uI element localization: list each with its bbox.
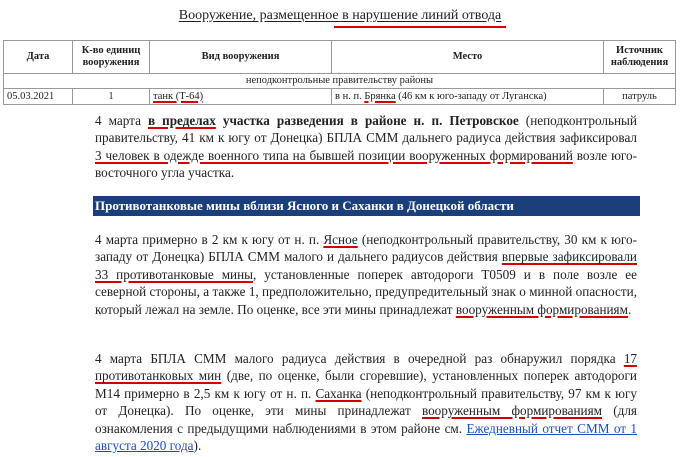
p3-highlight-1: 17 противотанковых мин xyxy=(95,351,637,384)
header-place: Место xyxy=(332,41,604,74)
p1-text-3: возле юго-восточного угла участка. xyxy=(95,147,637,181)
cell-weapon xyxy=(150,89,332,105)
p1-text-2: (неподконтрольный правительству, 41 км к югу от Донецка) БПЛА СММ дальнего радиуса действия зафиксировал xyxy=(95,113,637,146)
cell-place xyxy=(332,89,604,105)
p2-text-1: 4 марта примерно в 2 км к югу от н. п. xyxy=(95,232,324,247)
header-count: К-во единиц вооружения xyxy=(73,41,150,74)
table-row xyxy=(4,89,676,105)
paragraph-petrovskoe xyxy=(95,112,637,182)
p1-text-1: 4 марта xyxy=(95,113,148,128)
cell-source: патруль xyxy=(604,89,676,105)
p1-highlight-1: в пределах xyxy=(147,113,216,128)
title-highlight-underline xyxy=(334,26,506,28)
p3-text-5: ). xyxy=(193,438,202,454)
header-source: Источник наблюдения xyxy=(604,41,676,74)
document-title xyxy=(0,8,680,24)
cell-date: 05.03.2021 xyxy=(4,89,73,105)
p3-text-2: (две, по оценке, были сгоревшие), установленных поперек автодороги М14 примерно в 2,5 км к югу от н. п. xyxy=(95,368,637,401)
table-section-row xyxy=(4,74,676,89)
p2-highlight-3: вооруженным формированиям xyxy=(455,301,628,317)
p2-highlight-1: Ясное xyxy=(323,232,358,247)
p2-text-3: , установленные поперек автодороги Т0509 и в поле возле ее северной стороны, а также 1, предположительно, предупредительный знак о минной опасности, который лежал на земле. По оценке, все эти мины принадлежат xyxy=(95,266,637,317)
place-suffix: (46 км к юго-западу от Луганска) xyxy=(398,90,547,102)
paragraph-yasnoe xyxy=(95,231,637,318)
section-label: неподконтрольные правительству районы xyxy=(4,74,676,89)
place-name: Брянка xyxy=(364,90,396,102)
p3-highlight-3: вооруженным формированиям xyxy=(421,403,603,419)
title-text: Вооружение, размещенное в нарушение линий отвода xyxy=(178,8,502,23)
p2-highlight-2: впервые зафиксировали 33 противотанковые мины xyxy=(95,249,637,282)
p3-text-1: 4 марта БПЛА СММ малого радиуса действия в очередной раз обнаружил порядка xyxy=(95,351,624,366)
cell-count: 1 xyxy=(73,89,150,105)
table-header-row xyxy=(4,41,676,74)
weapon-text: танк (Т-64) xyxy=(153,90,204,102)
header-date: Дата xyxy=(4,41,73,74)
p3-text-3: (неподконтрольный правительству, 97 км к югу от Донецка). По оценке, эти мины принадлежат xyxy=(95,385,637,419)
paragraph-sakhanka xyxy=(95,350,637,454)
p3-text-4: (для ознакомления с предыдущими наблюдениями в этом районе см. xyxy=(95,403,637,436)
p3-highlight-2: Саханка xyxy=(315,385,362,401)
place-prefix: в н. п. xyxy=(335,90,362,102)
header-weapon: Вид вооружения xyxy=(150,41,332,74)
p1-highlight-2: 3 человек в одежде военного типа на бывшей позиции вооруженных формирований xyxy=(95,147,573,163)
section-heading: Противотанковые мины вблизи Ясного и Саханки в Донецкой области xyxy=(93,196,640,216)
p2-text-2: (неподконтрольный правительству, 30 км к юго-западу от Донецка) БПЛА СММ малого и дальнего радиусов действия xyxy=(95,232,637,265)
p1-bold: участка разведения в районе н. п. Петровское xyxy=(215,113,519,128)
p2-text-4: . xyxy=(627,301,632,317)
weapons-table xyxy=(3,40,676,105)
daily-report-link[interactable]: Ежедневный отчет СММ от 1 августа 2020 года xyxy=(95,420,638,454)
